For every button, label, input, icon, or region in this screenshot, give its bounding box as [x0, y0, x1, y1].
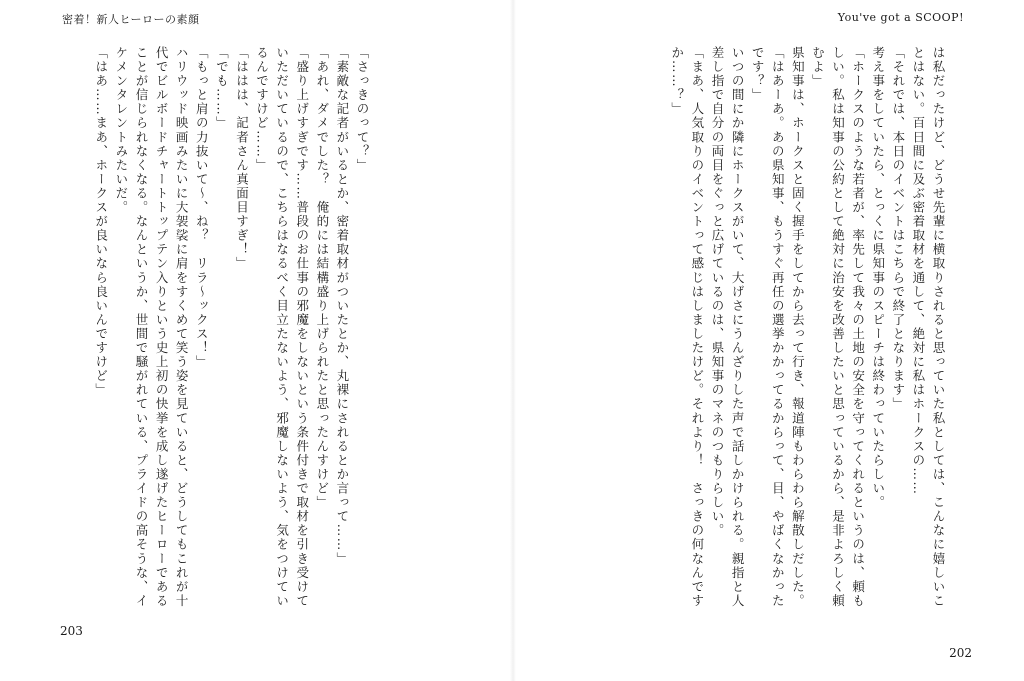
paragraph: 「でも……」 [214, 46, 230, 131]
page-number-left: 203 [60, 624, 83, 638]
paragraph: 「ははは、記者さん真面目すぎ！」 [234, 46, 250, 271]
left-page-text [92, 46, 372, 621]
paragraph: 「ホークスのような若者が、率先して我々の土地の安全を守ってくれるというのは、頼もしい。私は知事の公約として絶対に治安を改善したいと思っているから、是非よろしく頼むよ」 [810, 46, 866, 608]
paragraph: 「まあ、人気取りのイベントって感じはしましたけど。それより！ さっきの何なんですか……？」 [669, 46, 705, 608]
paragraph: 「もっと肩の力抜いて～、ね？ リラ～ックス！」 [194, 46, 210, 370]
running-head-left: 密着！新人ヒーローの素顔 [62, 13, 200, 26]
paragraph: 「はあ……まあ、ホークスが良いなら良いんですけど」 [93, 46, 109, 398]
paragraph: 「あれ、ダメでした？ 俺的には結構盛り上げられたと思ったんすけど」 [314, 46, 330, 510]
paragraph: 「はあーあ。あの県知事、もうすぐ再任の選挙かかってるからって、目、やばくなかったです？」 [750, 46, 786, 608]
paragraph: いつの間にか隣にホークスがいて、大げさにうんざりした声で話しかけられる。親指と人差し指で自分の両目をぐっと広げているのは、県知事のマネのつもりらしい。 [709, 46, 746, 608]
page-number-right: 202 [949, 646, 972, 660]
paragraph: ハリウッド映画みたいに大袈裟に肩をすくめて笑う姿を見ていると、どうしてもこれが十代でビルボードチャートトップテン入りという史上初の快挙を成し遂げたヒーローであることが信じられなくなる。なんというか、世間で騒がれている、プライドの高そうな、イケメンタレントみたいだ。 [113, 46, 190, 608]
paragraph: 「素敵な記者がいるとか、密着取材がついたとか、丸裸にされるとか言って……」 [334, 46, 350, 566]
paragraph: 「さっきのって？」 [355, 46, 370, 173]
right-page-text [608, 46, 948, 621]
paragraph: 「盛り上げすぎです……普段のお仕事の邪魔をしないという条件付きで取材を引き受けていただいているので、こちらはなるべく目立たないよう、邪魔しないよう、気をつけているんですけど……」 [254, 46, 310, 608]
paragraph: 考え事をしていたら、とっくに県知事のスピーチは終わっていたらしい。 [870, 46, 886, 510]
book-gutter [510, 0, 516, 681]
paragraph: 県知事は、ホークスと固く握手をしてから去って行き、報道陣もわらわら解散しだした。 [790, 46, 806, 608]
paragraph: は私だったけど、どうせ先輩に横取りされると思っていた私としては、こんなに嬉しいことはない。百日間に及ぶ密着取材を通して、絶対に私はホークスの…… [910, 46, 946, 608]
paragraph: 「それでは、本日のイベントはこちらで終了となります」 [890, 46, 906, 412]
running-head-right: You've got a SCOOP! [837, 11, 964, 24]
